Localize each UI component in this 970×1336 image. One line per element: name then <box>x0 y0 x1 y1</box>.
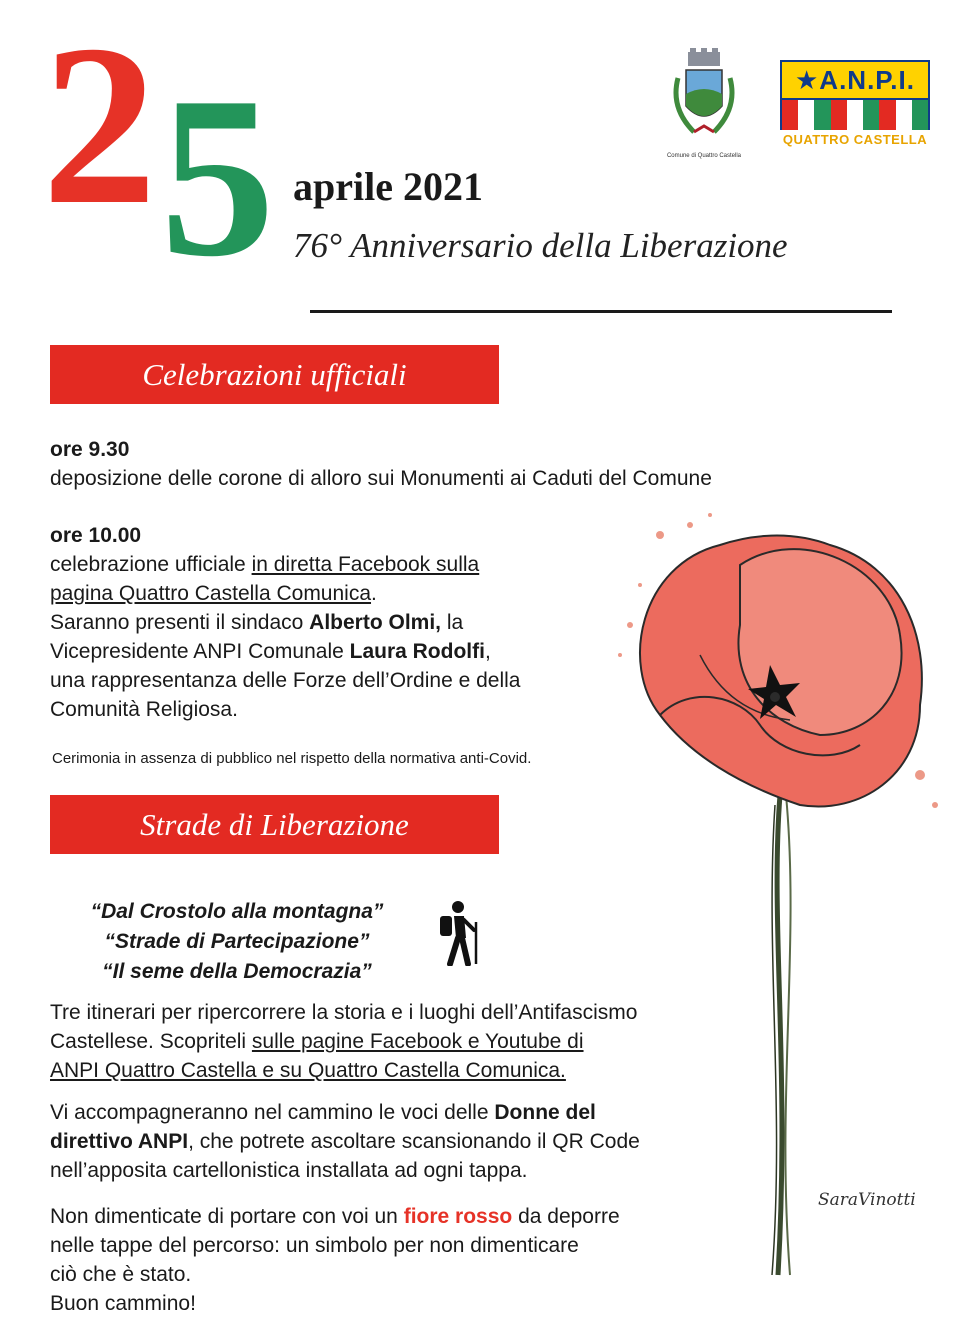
deposizione-text: deposizione delle corone di alloro sui Monumenti ai Caduti del Comune <box>50 467 712 490</box>
comune-logo <box>660 48 748 159</box>
anpi-title: ★A.N.P.I. <box>780 60 930 100</box>
fiore-rosso-highlight: fiore rosso <box>403 1205 513 1228</box>
poppy-illustration <box>600 505 960 1295</box>
anpi-logo <box>780 60 930 147</box>
anpi-flag-stripes <box>780 100 930 130</box>
celebrazione-paragraph: celebrazione ufficiale in diretta Facebook sulla pagina Quattro Castella Comunica. Saranno presenti il sindaco Alberto Olmi, la Vicepresidente ANPI Comunale Laura Rodolfi, una rappresentanza delle Forze dell’Ordine e della Comunità Religiosa. <box>50 553 521 721</box>
hiker-icon <box>432 900 482 966</box>
event-date: aprile 2021 <box>293 164 483 209</box>
comune-crest-icon <box>664 48 744 144</box>
big-number-two: 2 <box>42 0 157 252</box>
itinerary-titles <box>52 897 422 987</box>
comunica-page-link[interactable]: pagina Quattro Castella Comunica <box>50 582 372 605</box>
voci-paragraph: Vi accompagneranno nel cammino le voci delle Donne del direttivo ANPI, che potrete ascoltare scansionando il QR Code nell’apposita cartellonistica installata ad ogni tappa. <box>50 1101 640 1182</box>
section-banner-strade: Strade di Liberazione <box>50 795 499 854</box>
big-number-five: 5 <box>160 49 275 304</box>
vicepresidente-name: Laura Rodolfi <box>349 640 485 663</box>
comune-caption: Comune di Quattro Castella <box>666 153 742 159</box>
social-pages-link-cont[interactable]: ANPI Quattro Castella e su Quattro Castella Comunica. <box>50 1059 566 1082</box>
artist-signature: SaraVinotti <box>818 1190 916 1210</box>
facebook-live-link[interactable]: in diretta Facebook sulla <box>251 553 480 576</box>
time-1000: ore 10.00 <box>50 524 142 547</box>
time-930: ore 9.30 <box>50 438 130 461</box>
fiore-paragraph: Non dimenticate di portare con voi un fiore rosso da deporre nelle tappe del percorso: un simbolo per non dimenticare ciò che è stato. Buon cammino! <box>50 1205 620 1315</box>
itinerari-paragraph: Tre itinerari per ripercorrere la storia e i luoghi dell’Antifascismo Castellese. Scopriteli sulle pagine Facebook e Youtube di ANPI Quattro Castella e su Quattro Castella Comunica. <box>50 998 770 1085</box>
social-pages-link[interactable]: sulle pagine Facebook e Youtube di <box>251 1030 584 1053</box>
itinerary-title-2: “Strade di Partecipazione” <box>104 930 370 953</box>
covid-note: Cerimonia in assenza di pubblico nel rispetto della normativa anti-Covid. <box>52 750 532 767</box>
header-divider <box>310 310 892 313</box>
anniversary-subtitle: 76° Anniversario della Liberazione <box>293 226 788 265</box>
section-banner-celebrazioni: Celebrazioni ufficiali <box>50 345 499 404</box>
itinerary-title-3: “Il seme della Democrazia” <box>102 960 372 983</box>
anpi-caption: QUATTRO CASTELLA <box>782 132 928 147</box>
sindaco-name: Alberto Olmi, <box>309 611 442 634</box>
itinerary-title-1: “Dal Crostolo alla montagna” <box>90 900 384 923</box>
